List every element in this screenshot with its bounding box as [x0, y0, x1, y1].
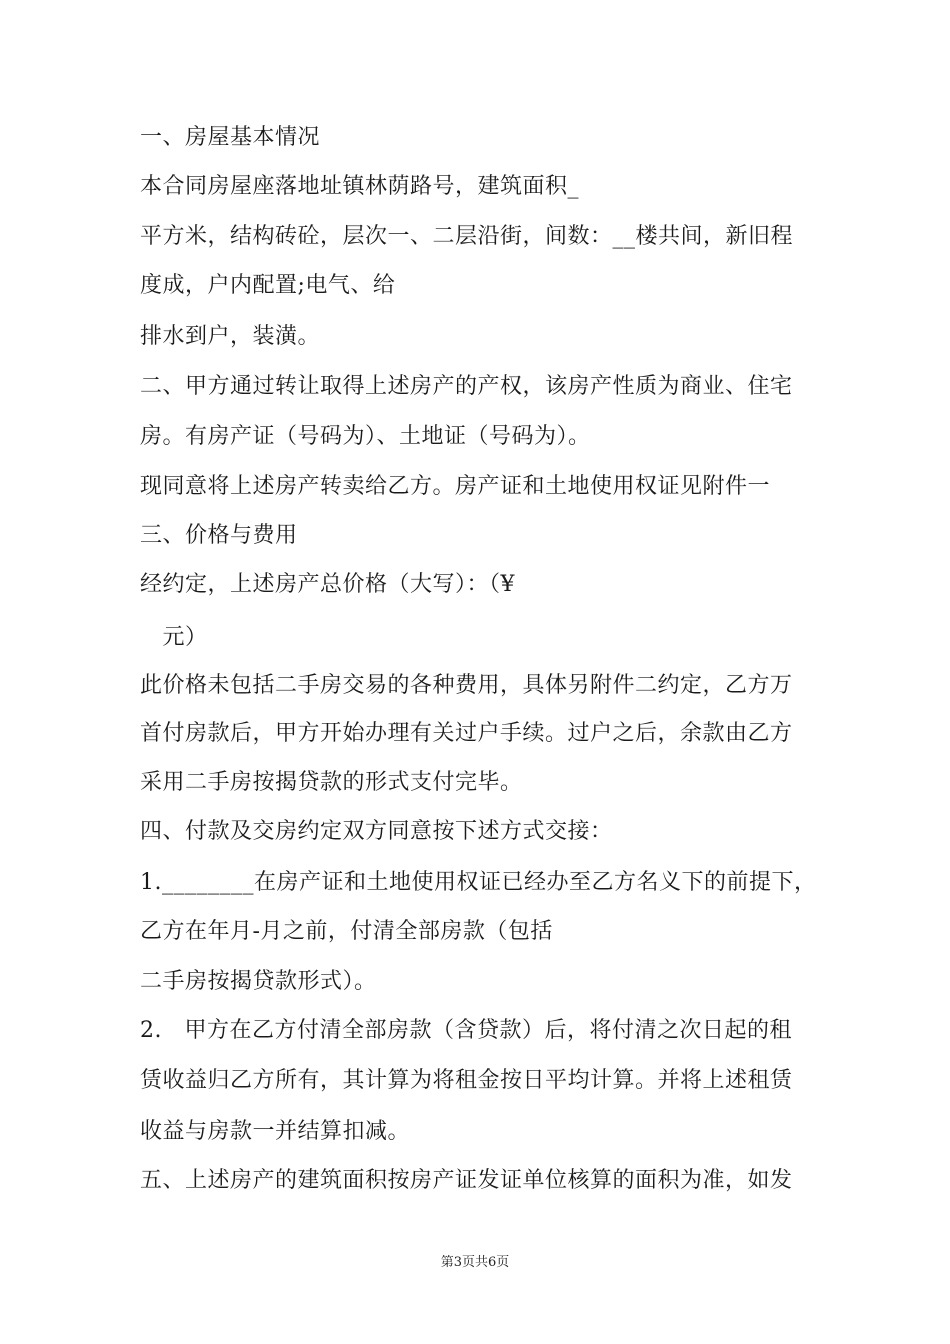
paragraph-line: 2. 甲方在乙方付清全部房款（含贷款）后，将付清之次日起的租	[140, 1018, 792, 1043]
section-heading-3: 三、价格与费用	[140, 523, 298, 548]
paragraph-line: 收益与房款一并结算扣减。	[140, 1119, 411, 1144]
paragraph-line: 乙方在年月-月之前，付清全部房款（包括	[140, 919, 553, 944]
paragraph-line: 现同意将上述房产转卖给乙方。房产证和土地使用权证见附件一	[140, 474, 771, 499]
page-number-footer: 第3页共6页	[440, 1255, 510, 1270]
paragraph-line: 此价格未包括二手房交易的各种费用，具体另附件二约定，乙方万	[140, 673, 793, 698]
paragraph-line: 排水到户，装潢。	[140, 324, 321, 349]
paragraph-line: 赁收益归乙方所有，其计算为将租金按日平均计算。并将上述租赁	[140, 1068, 793, 1093]
paragraph-line: 本合同房屋座落地址镇林荫路号，建筑面积_	[140, 174, 580, 199]
section-heading-1: 一、房屋基本情况	[140, 125, 321, 150]
section-heading-4: 四、付款及交房约定双方同意按下述方式交接：	[140, 819, 613, 844]
section-heading-2: 二、甲方通过转让取得上述房产的产权，该房产性质为商业、住宅	[140, 374, 793, 399]
paragraph-line: 元）	[140, 625, 208, 650]
paragraph-line: 平方米，结构砖砼，层次一、二层沿街，间数：__楼共间，新旧程	[140, 224, 794, 249]
paragraph-line: 房。有房产证（号码为）、土地证（号码为）。	[140, 424, 591, 449]
paragraph-line: 经约定，上述房产总价格（大写）：（¥	[140, 572, 515, 597]
paragraph-line: 二手房按揭贷款形式）。	[140, 969, 377, 994]
paragraph-line: 度成，户内配置;电气、给	[140, 273, 396, 298]
paragraph-line: 首付房款后，甲方开始办理有关过户手续。过户之后，余款由乙方	[140, 721, 793, 746]
section-heading-5: 五、上述房产的建筑面积按房产证发证单位核算的面积为准，如发	[140, 1168, 793, 1193]
paragraph-line: 采用二手房按揭贷款的形式支付完毕。	[140, 770, 523, 795]
paragraph-line: 1.________在房产证和土地使用权证已经办至乙方名义下的前提下，	[140, 870, 817, 895]
